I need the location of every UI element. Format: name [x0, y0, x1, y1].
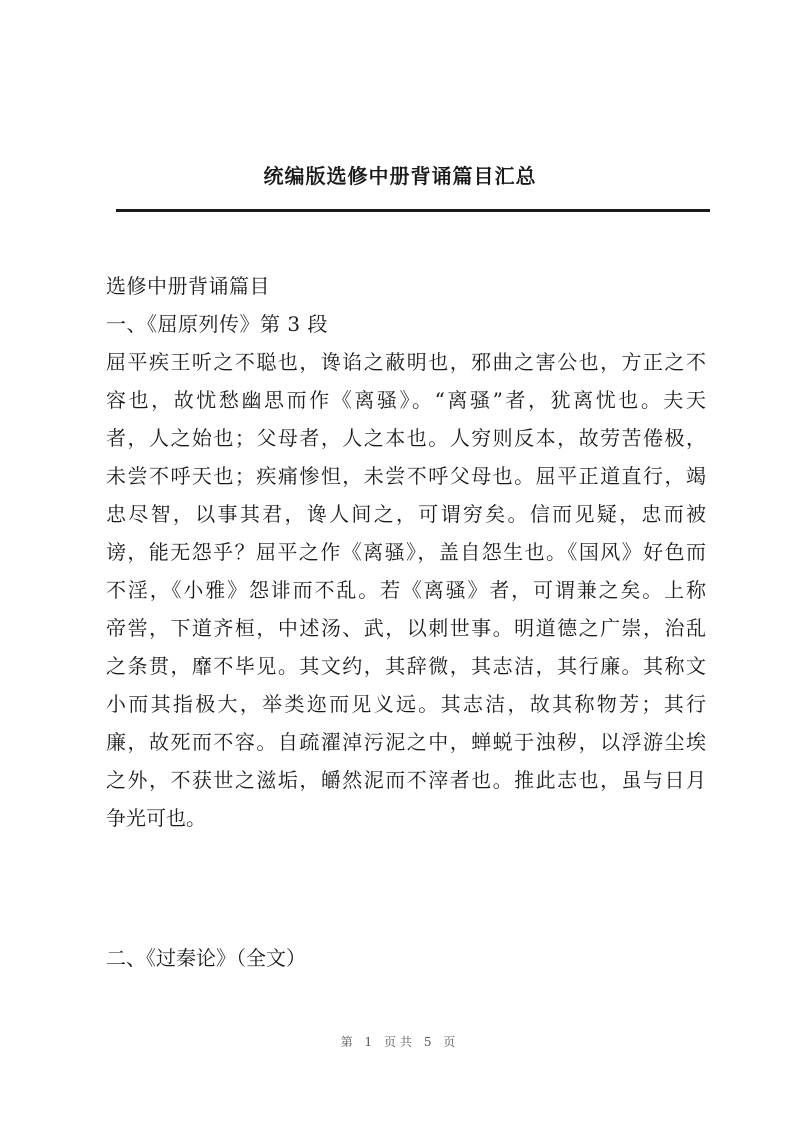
section-heading-two: 二、《过秦论》（全文）: [106, 946, 306, 970]
page-footer: 第 1 页共 5 页: [340, 1035, 460, 1049]
paragraph-line: 未尝不呼天也；疾痛惨怛，未尝不呼父母也。屈平正道直行，竭: [106, 464, 706, 488]
section-heading-main: 选修中册背诵篇目: [106, 274, 270, 298]
paragraph-line: 帝喾，下道齐桓，中述汤、武，以刺世事。明道德之广崇，治乱: [106, 616, 706, 640]
document-title: 统编版选修中册背诵篇目汇总: [263, 164, 537, 188]
paragraph-line: 容也，故忧愁幽思而作《离骚》。“离骚”者，犹离忧也。夫天: [106, 388, 706, 412]
paragraph-line: 之外，不获世之滋垢，皭然泥而不滓者也。推此志也，虽与日月: [106, 768, 706, 792]
paragraph-line: 小而其指极大，举类迩而见义远。其志洁，故其称物芳；其行: [106, 692, 706, 716]
section-heading-one: 一、《屈原列传》第 3 段: [106, 312, 328, 336]
paragraph-line: 不淫，《小雅》怨诽而不乱。若《离骚》者，可谓兼之矣。上称: [106, 578, 706, 602]
paragraph-line: 屈平疾王听之不聪也，谗谄之蔽明也，邪曲之害公也，方正之不: [106, 350, 706, 374]
paragraph-line: 者，人之始也；父母者，人之本也。人穷则反本，故劳苦倦极，: [106, 426, 706, 450]
paragraph-qu-yuan: [106, 343, 706, 837]
title-divider: [116, 209, 710, 212]
paragraph-line: 争光可也。: [106, 806, 206, 830]
paragraph-line: 忠尽智，以事其君，谗人间之，可谓穷矣。信而见疑，忠而被: [106, 502, 706, 526]
document-body: [106, 267, 706, 837]
paragraph-line: 之条贯，靡不毕见。其文约，其辞微，其志洁，其行廉。其称文: [106, 654, 706, 678]
paragraph-line: 廉，故死而不容。自疏濯淖污泥之中，蝉蜕于浊秽，以浮游尘埃: [106, 730, 706, 754]
paragraph-line: 谤，能无怨乎？屈平之作《离骚》，盖自怨生也。《国风》好色而: [106, 540, 706, 564]
